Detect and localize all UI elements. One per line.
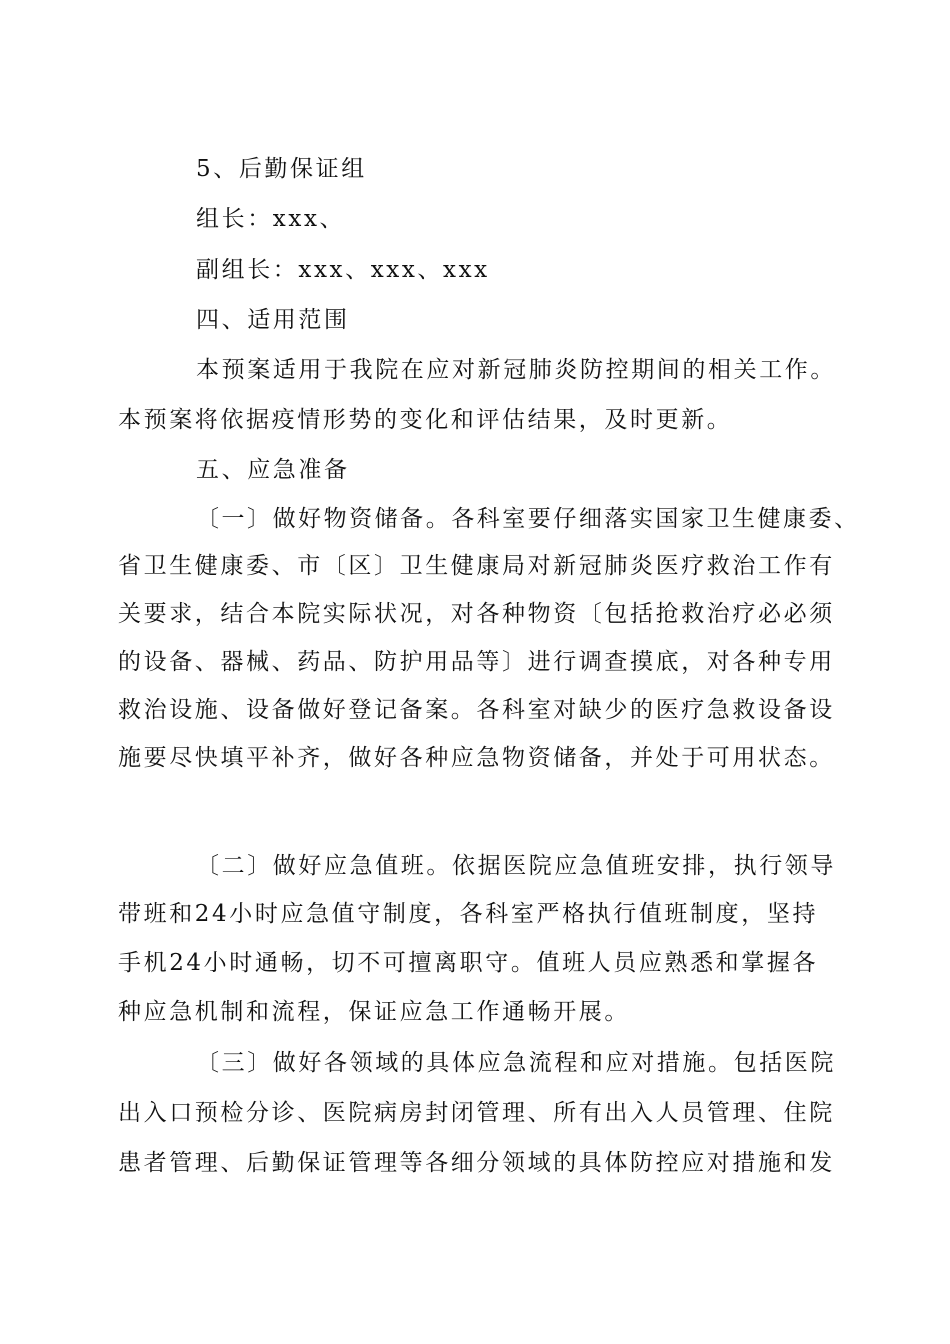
prep-1-line: 的设备、器械、药品、防护用品等〕进行调查摸底，对各种专用 — [118, 649, 835, 675]
prep-1-line: 省卫生健康委、市〔区〕卫生健康局对新冠肺炎医疗救治工作有 — [118, 553, 835, 579]
prep-2-line: 带班和24小时应急值守制度，各科室严格执行值班制度，坚持 — [118, 901, 819, 927]
logistics-group-deputy: 副组长：xxx、xxx、xxx — [196, 257, 490, 283]
prep-3-line: 患者管理、后勤保证管理等各细分领域的具体防控应对措施和发 — [118, 1150, 835, 1176]
section-prep-title: 五、应急准备 — [196, 457, 350, 483]
scope-paragraph-line: 本预案适用于我院在应对新冠肺炎防控期间的相关工作。 — [196, 357, 836, 383]
scope-paragraph-line: 本预案将依据疫情形势的变化和评估结果，及时更新。 — [118, 407, 733, 433]
prep-3-line: 〔三〕做好各领域的具体应急流程和应对措施。包括医院 — [196, 1050, 836, 1076]
heading-logistics-group: 5、后勤保证组 — [196, 156, 367, 182]
prep-1-line: 救治设施、设备做好登记备案。各科室对缺少的医疗急救设备设 — [118, 697, 835, 723]
prep-1-line: 施要尽快填平补齐，做好各种应急物资储备，并处于可用状态。 — [118, 745, 835, 771]
logistics-group-leader: 组长：xxx、 — [196, 206, 346, 232]
section-scope-title: 四、适用范围 — [196, 307, 350, 333]
prep-3-line: 出入口预检分诊、医院病房封闭管理、所有出入人员管理、住院 — [118, 1100, 835, 1126]
prep-1-line: 关要求，结合本院实际状况，对各种物资〔包括抢救治疗必必须 — [118, 601, 835, 627]
prep-2-line: 手机24小时通畅，切不可擅离职守。值班人员应熟悉和掌握各 — [118, 950, 819, 976]
prep-2-line: 〔二〕做好应急值班。依据医院应急值班安排，执行领导 — [196, 853, 836, 879]
prep-1-line: 〔一〕做好物资储备。各科室要仔细落实国家卫生健康委、 — [196, 506, 860, 532]
prep-2-line: 种应急机制和流程，保证应急工作通畅开展。 — [118, 999, 630, 1025]
